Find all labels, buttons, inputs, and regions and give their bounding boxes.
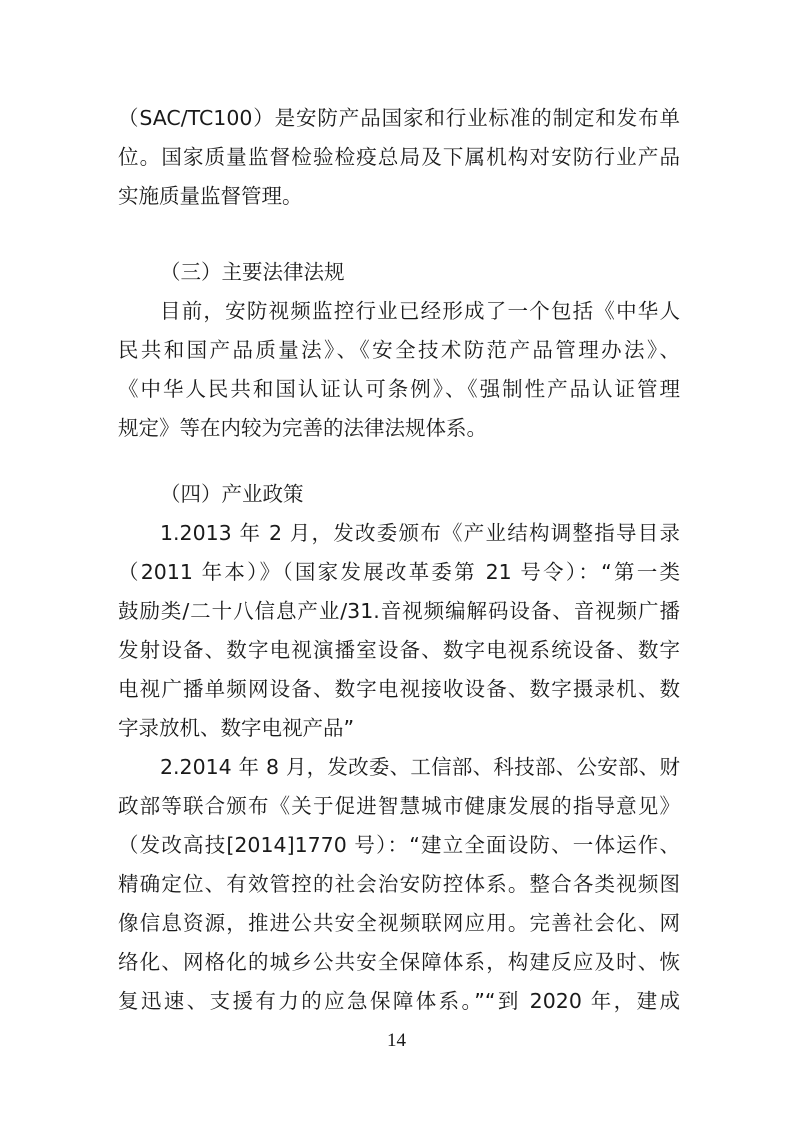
paragraph-line: 实施质量监督管理。: [118, 184, 303, 208]
page-number: 14: [387, 1030, 406, 1051]
paragraph-line: 1.2013 年 2 月，发改委颁布《产业结构调整指导目录: [160, 521, 680, 545]
paragraph-line: 字录放机、数字电视产品”: [118, 716, 355, 740]
paragraph-line: 民共和国产品质量法》、《安全技术防范产品管理办法》、: [118, 338, 680, 362]
paragraph-line: 精确定位、有效管控的社会治安防控体系。整合各类视频图: [118, 872, 680, 896]
paragraph-line: 发射设备、数字电视演播室设备、数字电视系统设备、数字: [118, 638, 680, 662]
paragraph-line: 络化、网格化的城乡公共安全保障体系，构建反应及时、恢: [118, 950, 680, 974]
paragraph-line: 复迅速、支援有力的应急保障体系。”“到 2020 年，建成: [118, 989, 680, 1013]
paragraph-line: （SAC/TC100）是安防产品国家和行业标准的制定和发布单: [118, 106, 680, 130]
section-heading: （四）产业政策: [160, 482, 304, 506]
section-heading: （三）主要法律法规: [160, 260, 345, 284]
paragraph-line: 《中华人民共和国认证认可条例》、《强制性产品认证管理: [118, 377, 680, 401]
paragraph-line: 2.2014 年 8 月，发改委、工信部、科技部、公安部、财: [160, 755, 680, 779]
paragraph-line: 位。国家质量监督检验检疫总局及下属机构对安防行业产品: [118, 145, 680, 169]
paragraph-line: （2011 年本）》（国家发展改革委第 21 号令）：“第一类: [118, 560, 680, 584]
paragraph-line: 鼓励类/二十八信息产业/31.音视频编解码设备、音视频广播: [118, 599, 680, 623]
paragraph-line: 政部等联合颁布《关于促进智慧城市健康发展的指导意见》: [118, 794, 680, 818]
paragraph-line: 目前，安防视频监控行业已经形成了一个包括《中华人: [160, 299, 680, 323]
paragraph-line: 电视广播单频网设备、数字电视接收设备、数字摄录机、数: [118, 677, 680, 701]
paragraph-line: 规定》等在内较为完善的法律法规体系。: [118, 416, 487, 440]
paragraph-line: （发改高技[2014]1770 号）：“建立全面设防、一体运作、: [118, 833, 680, 857]
paragraph-line: 像信息资源，推进公共安全视频联网应用。完善社会化、网: [118, 911, 680, 935]
